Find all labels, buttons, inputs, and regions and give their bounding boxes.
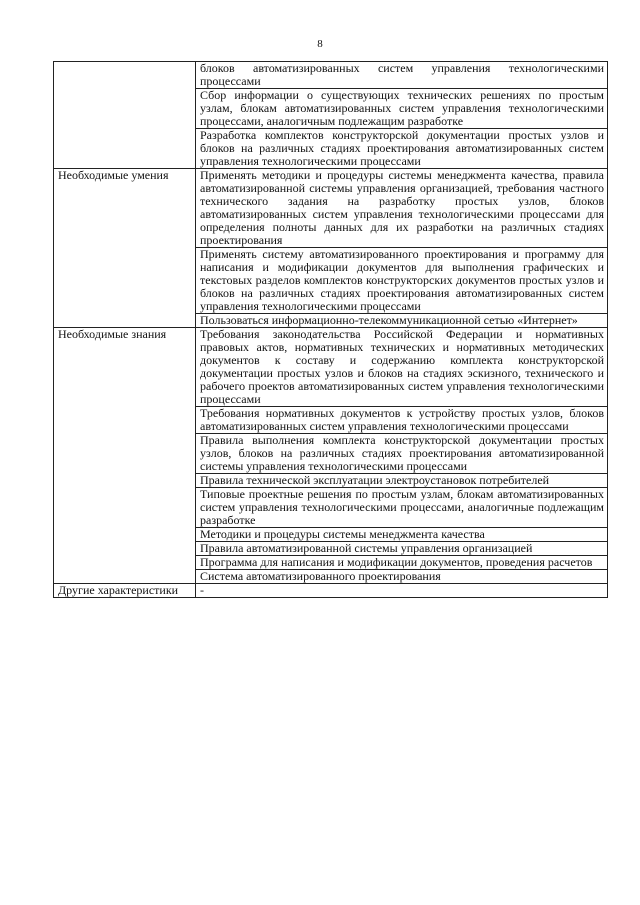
table-row xyxy=(54,169,608,248)
row-text: Правила автоматизированной системы управления организацией xyxy=(196,542,608,556)
row-label-other: Другие характеристики xyxy=(54,584,196,598)
row-text: Применять систему автоматизированного проектирования и программу для написания и модификации документов для выполнения графических и текстовых разделов комплектов конструкторских документов простых узлов и блоков на различных стадиях проектирования автоматизированных систем управления технологическими процессами xyxy=(196,248,608,314)
row-label xyxy=(54,62,196,169)
row-text: Программа для написания и модификации документов, проведения расчетов xyxy=(196,556,608,570)
row-text: Требования нормативных документов к устройству простых узлов, блоков автоматизированных систем управления технологическими процессами xyxy=(196,407,608,434)
row-label-skills: Необходимые умения xyxy=(54,169,196,328)
page-number: 8 xyxy=(317,38,323,50)
labor-function-table xyxy=(53,61,608,598)
row-text: Требования законодательства Российской Федерации и нормативных правовых актов, нормативных технических и нормативных методических документов к составу и содержанию комплекта конструкторской документации простых узлов и блоков на стадиях эскизного, технического и рабочего проектов автоматизированных систем управления технологическими процессами xyxy=(196,328,608,407)
table-row xyxy=(54,584,608,598)
row-text: Правила выполнения комплекта конструкторской документации простых узлов, блоков на различных стадиях проектирования автоматизированной системы управления технологическими процессами xyxy=(196,434,608,474)
row-text: Сбор информации о существующих технических решениях по простым узлам, блокам автоматизированных систем управления технологическими процессами, аналогичным подлежащим разработке xyxy=(196,89,608,129)
table-row xyxy=(54,328,608,407)
row-text: - xyxy=(196,584,608,598)
row-text: Система автоматизированного проектирования xyxy=(196,570,608,584)
row-text: Методики и процедуры системы менеджмента качества xyxy=(196,528,608,542)
row-text: Применять методики и процедуры системы менеджмента качества, правила автоматизированной системы управления организацией, требования частного технического задания на разработку простых узлов, блоков автоматизированных систем управления технологическими процессами для определения полноты данных для их разработки на различных стадиях проектирования xyxy=(196,169,608,248)
row-text: Типовые проектные решения по простым узлам, блокам автоматизированных систем управления технологическими процессами, аналогичные подлежащим разработке xyxy=(196,488,608,528)
row-text: Правила технической эксплуатации электроустановок потребителей xyxy=(196,474,608,488)
row-label-knowledge: Необходимые знания xyxy=(54,328,196,584)
row-text: Пользоваться информационно-телекоммуникационной сетью «Интернет» xyxy=(196,314,608,328)
row-text: Разработка комплектов конструкторской документации простых узлов и блоков на различных стадиях проектирования автоматизированных систем управления технологическими процессами xyxy=(196,129,608,169)
table-row xyxy=(54,62,608,89)
row-text: блоков автоматизированных систем управления технологическими процессами xyxy=(196,62,608,89)
